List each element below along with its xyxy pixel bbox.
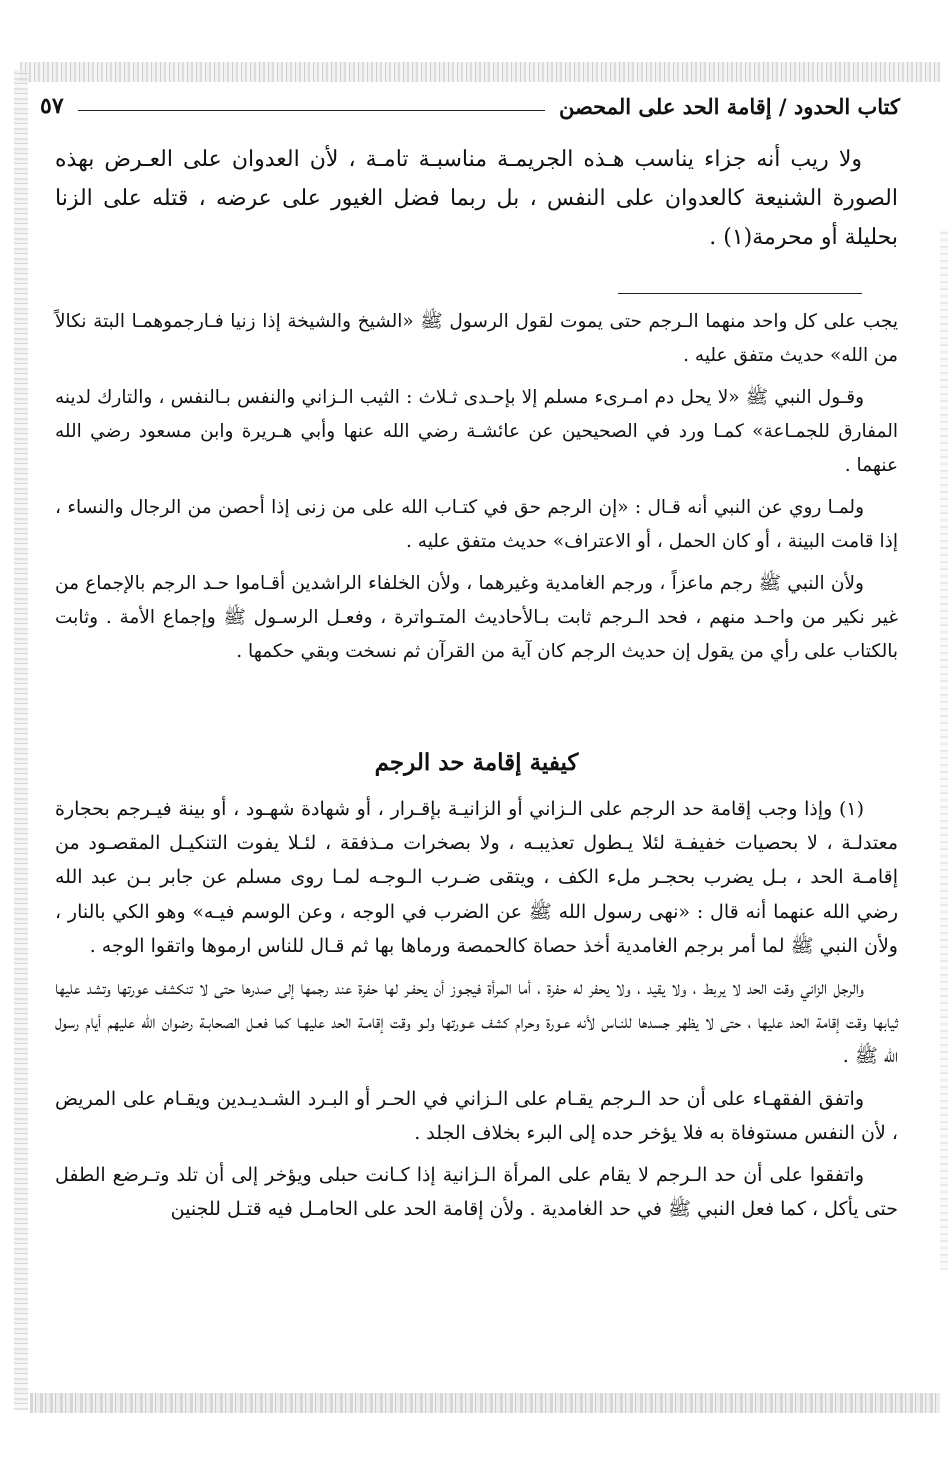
page-number: ٥٧ xyxy=(40,93,64,119)
page-edge-bottom xyxy=(30,1393,940,1413)
body-paragraph: واتفق الفقهـاء على أن حد الـرجم يقـام على الـزاني في الحـر أو البـرد الشـديـدين ويقـام على المريض ، لأن النفس مستوفاة به فلا يؤخر حده إلى البرء بخلاف الجلد . xyxy=(55,1087,898,1144)
footnote-separator xyxy=(618,293,862,294)
note-paragraph: يجب على كل واحد منهما الـرجم حتى يموت لقول الرسول ﷺ «الشيخ والشيخة إذا زنيا فـارجموهمـا البتة نكالاً من الله» حديث متفق عليه . xyxy=(55,311,898,366)
running-header xyxy=(40,88,900,124)
body-paragraph: (١) وإذا وجب إقامة حد الرجم على الـزاني أو الزانيـة بإقـرار ، أو شهادة شهـود ، أو بينة فيـرجم بحجارة معتدلـة ، لا بحصيات خفيفـة لئلا يـطول تعذيبـه ، ولا بصخرات مـذفقة ، لئـلا يفوت التنكيـل المقصـود من إقامـة الحد ، بـل يضرب بحجـر ملء الكف ، ويتقى ضـرب الـوجـه لمـا روى مسلم عن جابر بـن عبد الله رضي الله عنهما أنه قال : «نهى رسول الله ﷺ عن الضرب في الوجه ، وعن الوسم فيـه» وهو الكي بالنار ، ولأن النبي ﷺ لما أمر برجم الغامدية أخذ حصاة كالحمصة ورماها بها ثم قـال للناس ارموها واتقوا الوجه . xyxy=(55,798,898,957)
main-paragraph: ولا ريب أنه جزاء يناسب هـذه الجريمـة مناسبـة تامـة ، لأن العدوان على العـرض بهذه الصورة الشنيعة كالعدوان على النفس ، بل ربما فضل الغيور على عرضه ، قتله على الزنا بحليلة أو محرمة(١) . xyxy=(55,147,898,250)
note-paragraph: ولمـا روي عن النبي أنه قـال : «إن الرجم حق في كتـاب الله على من زنى إذا أحصن من الرجال والنساء ، إذا قامت البينة ، أو كان الحمل ، أو الاعتراف» حديث متفق عليه . xyxy=(55,497,898,552)
header-rule xyxy=(78,110,545,111)
notes-block xyxy=(55,305,898,677)
body-paragraph: واتفقوا على أن حد الـرجم لا يقام على المرأة الـزانية إذا كـانت حبلى ويؤخر إلى أن تلد وتـرضع الطفل حتى يأكل ، كما فعل النبي ﷺ في حد الغامدية . ولأن إقامة الحد على الحامـل فيه قتـل للجنين xyxy=(55,1164,898,1221)
page-edge-right xyxy=(940,230,948,1270)
section-heading: كيفية إقامة حد الرجم xyxy=(374,749,579,776)
page-edge-left xyxy=(14,70,28,1410)
section-body xyxy=(55,792,898,1234)
main-text xyxy=(55,140,898,257)
body-paragraph: والرجل الزاني وقت الحد لا يربط ، ولا يقيد ، ولا يحفر له حفرة ، أما المرأة فيجـوز أن يحفـر لها حفرة عند رجمها إلى صدرها حتى لا تنكشف عورتها وتشد عليها ثيابها وقت إقامة الحد عليها ، حتى لا يظهر جسدها للنـاس لأنه عـورة وحرام كشف عـورتها ولـو وقت إقامـة الحد عليهـا كما فعـل الصحابـة رضوان الله عليهم أيام رسول الله ﷺ . xyxy=(55,977,898,1068)
note-paragraph: وقـول النبي ﷺ «لا يحل دم امـرىء مسلم إلا بإحـدى ثـلاث : الثيب الـزاني والنفس بـالنفس ، والتارك لدينه المفارق للجمـاعة» كمـا ورد في الصحيحين عن عائشـة رضي الله عنها وأبي هـريرة وابن مسعود رضي الله عنهما . xyxy=(55,387,898,476)
note-paragraph: ولأن النبي ﷺ رجم ماعزاً ، ورجم الغامدية وغيرهما ، ولأن الخلفاء الراشدين أقـاموا حـد الرجم بالإجماع من غير نكير من واحـد منهم ، فحد الـرجم ثابت بـالأحاديث المتـواترة ، وفعـل الرسـول ﷺ وإجماع الأمة . وثابت بالكتاب على رأي من يقول إن حديث الرجم كان آية من القرآن ثم نسخت وبقي حكمها . xyxy=(55,573,898,662)
page-edge-top xyxy=(20,62,940,82)
header-title: كتاب الحدود / إقامة الحد على المحصن xyxy=(558,93,900,119)
